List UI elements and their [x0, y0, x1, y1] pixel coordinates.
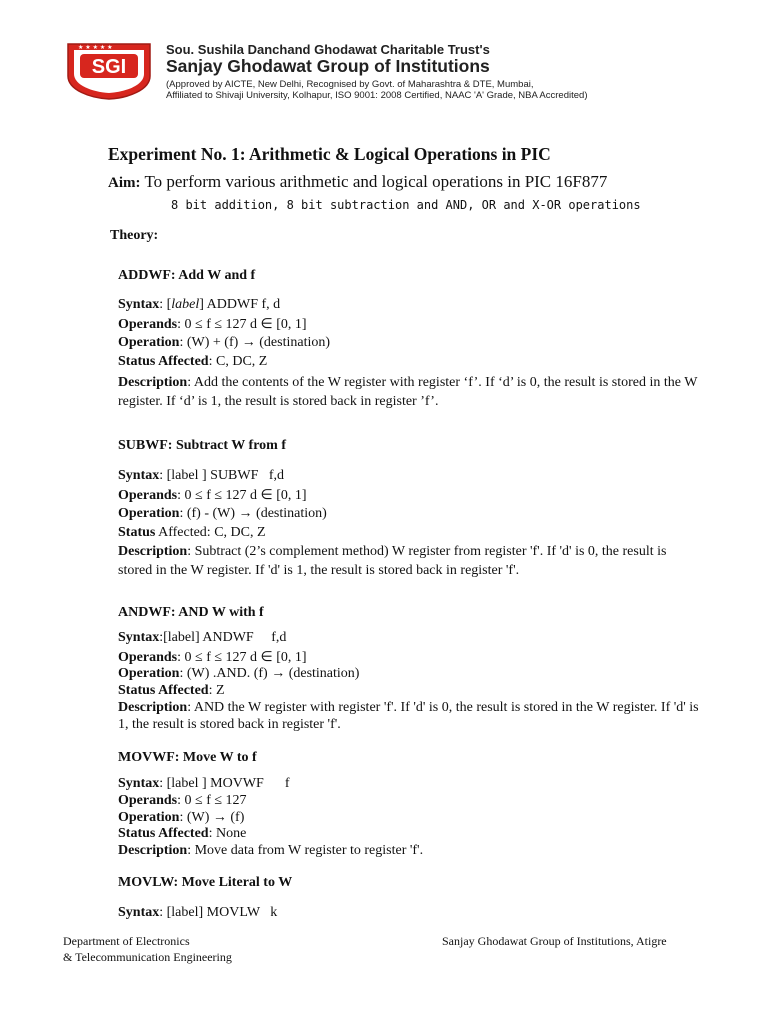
andwf-operation-value: : (W) .AND. (f) → (destination) [179, 666, 360, 681]
addwf-syntax-sep: : [ [159, 297, 172, 312]
addwf-operands-value: : 0 ≤ f ≤ 127 d ∈ [0, 1] [177, 317, 307, 332]
movwf-operands-value: : 0 ≤ f ≤ 127 [177, 793, 247, 808]
aim-label: Aim: [108, 175, 141, 191]
subwf-description [118, 542, 688, 580]
movwf-operation [118, 810, 244, 826]
addwf-description [118, 373, 704, 411]
movwf-operation-value: : (W) → (f) [179, 810, 245, 825]
andwf-operands-label: Operands [118, 650, 178, 665]
andwf-description [118, 699, 704, 733]
subwf-operation [118, 506, 327, 522]
andwf-operands [118, 649, 307, 666]
addwf-syntax-label: Syntax [118, 297, 160, 312]
andwf-operands-value: : 0 ≤ f ≤ 127 d ∈ [0, 1] [177, 650, 307, 665]
aim [108, 172, 607, 192]
andwf-syntax-label: Syntax [118, 630, 160, 645]
movlw-syntax-label: Syntax [118, 905, 160, 920]
movwf-operands-label: Operands [118, 793, 178, 808]
approval-line-1: (Approved by AICTE, New Delhi, Recognised by Govt. of Maharashtra & DTE, Mumbai, [166, 79, 534, 90]
movwf-description-label: Description [118, 843, 188, 858]
andwf-status-value: : Z [208, 683, 225, 698]
subwf-operands-value: : 0 ≤ f ≤ 127 d ∈ [0, 1] [177, 488, 307, 503]
footer-department-line-1: Department of Electronics [63, 934, 190, 948]
subwf-operands-label: Operands [118, 488, 178, 503]
movwf-operation-label: Operation [118, 810, 180, 825]
sgi-logo [66, 42, 152, 100]
experiment-title: Experiment No. 1: Arithmetic & Logical Operations in PIC [108, 144, 551, 164]
addwf-status-value: : C, DC, Z [208, 354, 268, 369]
subwf-syntax-value: : [label ] SUBWF f,d [159, 468, 285, 483]
andwf-heading: ANDWF: AND W with f [118, 605, 264, 620]
andwf-syntax [118, 630, 286, 646]
subwf-status-value: Affected: C, DC, Z [155, 525, 266, 540]
subwf-heading: SUBWF: Subtract W from f [118, 438, 286, 453]
addwf-operands [118, 316, 307, 333]
addwf-operands-label: Operands [118, 317, 178, 332]
subwf-syntax-label: Syntax [118, 468, 160, 483]
subwf-operands [118, 487, 307, 504]
movwf-syntax-label: Syntax [118, 776, 160, 791]
addwf-syntax-rest: ] ADDWF f, d [199, 297, 281, 312]
addwf-operation-label: Operation [118, 335, 180, 350]
subwf-description-label: Description [118, 544, 188, 559]
sub-aim: 8 bit addition, 8 bit subtraction and AND, OR and X-OR operations [171, 198, 641, 212]
movwf-syntax [118, 776, 290, 792]
logo-text: SGI [91, 56, 127, 78]
movlw-syntax [118, 905, 277, 921]
addwf-operation [118, 335, 330, 351]
addwf-heading: ADDWF: Add W and f [118, 268, 256, 283]
subwf-status [118, 525, 266, 541]
andwf-status [118, 683, 225, 699]
institution-name: Sanjay Ghodawat Group of Institutions [166, 56, 490, 76]
andwf-description-value: : AND the W register with register 'f'. If 'd' is 0, the result is stored in the W register. If 'd' is 1, the result is stored back in register 'f'. [118, 700, 699, 732]
movwf-status-value: : None [208, 826, 247, 841]
andwf-operation-label: Operation [118, 666, 180, 681]
trust-name: Sou. Sushila Danchand Ghodawat Charitable Trust's [166, 42, 490, 57]
addwf-status-label: Status Affected [118, 354, 209, 369]
footer-institution: Sanjay Ghodawat Group of Institutions, Atigre [442, 934, 667, 948]
approval-line-2: Affiliated to Shivaji University, Kolhapur, ISO 9001: 2008 Certified, NAAC 'A' Grade, NBA Accredited) [166, 90, 588, 101]
footer-department-line-2: & Telecommunication Engineering [63, 950, 232, 964]
movwf-operands [118, 793, 247, 809]
movwf-status-label: Status Affected [118, 826, 209, 841]
subwf-syntax [118, 468, 284, 484]
addwf-description-label: Description [118, 375, 188, 390]
movwf-heading: MOVWF: Move W to f [118, 750, 257, 765]
addwf-description-value: : Add the contents of the W register with register ‘f’. If ‘d’ is 0, the result is stored in the W register. If ‘d’ is 1, the result is stored back in register ’f’. [118, 375, 698, 409]
addwf-syntax [118, 297, 280, 313]
theory-heading: Theory: [110, 228, 159, 243]
svg-text:★ ★ ★ ★ ★: ★ ★ ★ ★ ★ [78, 44, 113, 51]
movwf-syntax-value: : [label ] MOVWF f [159, 776, 290, 791]
movwf-description [118, 843, 423, 859]
addwf-status [118, 354, 267, 370]
subwf-status-label: Status [118, 525, 156, 540]
aim-text: To perform various arithmetic and logical operations in PIC 16F877 [140, 172, 608, 191]
subwf-operation-value: : (f) - (W) → (destination) [179, 506, 327, 521]
movlw-heading: MOVLW: Move Literal to W [118, 875, 293, 890]
movlw-syntax-value: : [label] MOVLW k [159, 905, 278, 920]
movwf-status [118, 826, 246, 842]
addwf-syntax-italic: label [171, 297, 200, 312]
andwf-operation [118, 666, 359, 682]
subwf-operation-label: Operation [118, 506, 180, 521]
andwf-syntax-value: :[label] ANDWF f,d [159, 630, 287, 645]
movwf-description-value: : Move data from W register to register 'f'. [187, 843, 424, 858]
subwf-description-value: : Subtract (2’s complement method) W register from register 'f'. If 'd' is 0, the result is stored in the W register. If 'd' is 1, the result is stored back in register 'f'. [118, 544, 667, 578]
andwf-status-label: Status Affected [118, 683, 209, 698]
andwf-description-label: Description [118, 700, 188, 715]
addwf-operation-value: : (W) + (f) → (destination) [179, 335, 331, 350]
